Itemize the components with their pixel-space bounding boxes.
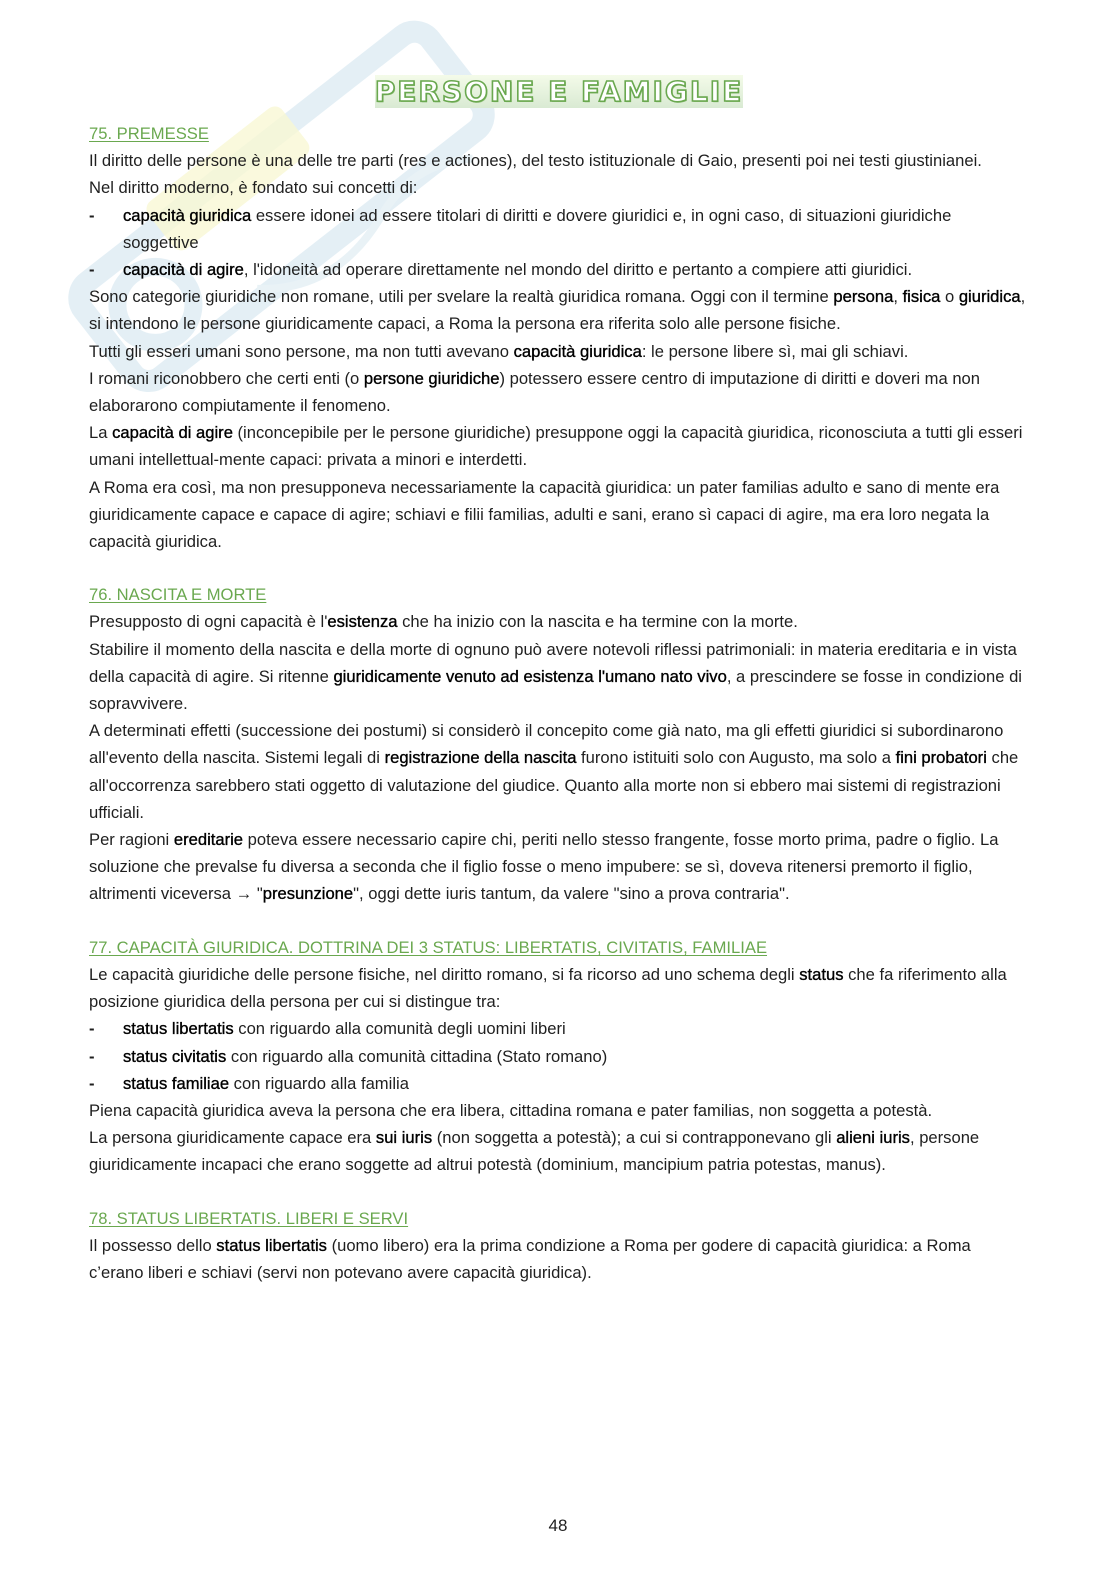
key-term: giuridicamente venuto ad esistenza l'umano nato vivo bbox=[333, 666, 727, 686]
paragraph: Il possesso dello status libertatis (uomo libero) era la prima condizione a Roma per godere di capacità giuridica: a Roma c’erano liberi e schiavi (servi non potevano avere capacità giuridica). bbox=[89, 1235, 971, 1282]
paragraph: Per ragioni ereditarie poteva essere necessario capire chi, periti nello stesso frangente, fosse morto prima, padre o figlio. La soluzione che prevalse fu diversa a seconda che il figlio fosse o meno impubere: se sì, doveva ritenersi premorto il figlio, altrimenti viceversa → "presunzione", oggi dette iuris tantum, da valere "sino a prova contraria". bbox=[89, 830, 999, 904]
page-title bbox=[89, 75, 1029, 118]
section-heading: 76. NASCITA E MORTE bbox=[89, 585, 267, 605]
paragraph: La capacità di agire (inconcepibile per le persone giuridiche) presuppone oggi la capacità giuridica, riconosciuta a tutti gli esseri umani intellettual-mente capaci: privata a minori e interdetti. bbox=[89, 423, 1023, 470]
list-item: - status familiae con riguardo alla familia bbox=[89, 1073, 409, 1093]
item-text: con riguardo alla familia bbox=[229, 1073, 409, 1093]
paragraph: Presupposto di ogni capacità è l'esistenza che ha inizio con la nascita e ha termine con la morte. bbox=[89, 612, 798, 632]
key-term: alieni iuris bbox=[836, 1128, 910, 1148]
paragraph: Tutti gli esseri umani sono persone, ma non tutti avevano capacità giuridica: le persone libere sì, mai gli schiavi. bbox=[89, 341, 909, 361]
section-heading: 78. STATUS LIBERTATIS. LIBERI E SERVI bbox=[89, 1208, 409, 1228]
paragraph: Nel diritto moderno, è fondato sui concetti di: bbox=[89, 178, 418, 198]
item-text: con riguardo alla comunità degli uomini liberi bbox=[233, 1019, 566, 1039]
paragraph: La persona giuridicamente capace era sui iuris (non soggetta a potestà); a cui si contrapponevano gli alieni iuris, persone giuridicamente incapaci che erano soggette ad altrui potestà (dominium, mancipium patria potestas, manus). bbox=[89, 1128, 980, 1175]
paragraph: Le capacità giuridiche delle persone fisiche, nel diritto romano, si fa ricorso ad uno schema degli status che fa riferimento alla posizione giuridica della persona per cui si distingue tra: bbox=[89, 964, 1007, 1012]
key-term: esistenza bbox=[327, 612, 398, 632]
paragraph: Piena capacità giuridica aveva la persona che era libera, cittadina romana e pater familias, non soggetta a potestà. bbox=[89, 1100, 933, 1120]
document-page bbox=[89, 75, 1029, 1286]
paragraph: Sono categorie giuridiche non romane, utili per svelare la realtà giuridica romana. Oggi con il termine persona, fisica o giuridica, si intendono le persone giuridicamente capaci, a Roma la persona era riferita solo alle persone fisiche. bbox=[89, 287, 1026, 334]
key-term: presunzione bbox=[262, 884, 354, 904]
key-term: status civitatis bbox=[123, 1046, 227, 1066]
paragraph: A determinati effetti (successione dei postumi) si considerò il concepito come già nato, ma gli effetti giuridici si subordinarono all'evento della nascita. Sistemi legali di registrazione della nascita furono istituiti solo con Augusto, ma solo a fini probatori che all'occorrenza sarebbero stati oggetto di valutazione del giudice. Quanto alla morte non si ebbero mai sistemi di registrazioni ufficiali. bbox=[89, 721, 1019, 822]
paragraph: A Roma era così, ma non presupponeva necessariamente la capacità giuridica: un pater familias adulto e sano di mente era giuridicamente capace e capace di agire; schiavi e filii familias, adulti e sani, erano sì capaci di agire, ma era loro negata la capacità giuridica. bbox=[89, 477, 1000, 552]
list-item: - status libertatis con riguardo alla comunità degli uomini liberi bbox=[89, 1019, 566, 1039]
key-term: persone giuridiche bbox=[363, 368, 500, 388]
bullet-list bbox=[89, 202, 1029, 284]
item-text: essere idonei ad essere titolari di diritti e dovere giuridici e, in ogni caso, di situazioni giuridiche soggettive bbox=[123, 205, 952, 252]
bullet-list bbox=[89, 1015, 1029, 1097]
paragraph: Stabilire il momento della nascita e della morte di ognuno può avere notevoli riflessi patrimoniali: in materia ereditaria e in vista della capacità di agire. Si ritenne giuridicamente venuto ad esistenza l'umano nato vivo, a prescindere se fosse in condizione di sopravvivere. bbox=[89, 639, 1022, 714]
key-term: capacità di agire bbox=[112, 423, 233, 443]
page-title-text: PERSONE E FAMIGLIE bbox=[374, 75, 744, 108]
section-heading: 77. CAPACITÀ GIURIDICA. DOTTRINA DEI 3 STATUS: LIBERTATIS, CIVITATIS, FAMILIAE bbox=[89, 937, 768, 957]
item-text: con riguardo alla comunità cittadina (Stato romano) bbox=[226, 1046, 608, 1066]
list-item: - capacità di agire, l'idoneità ad operare direttamente nel mondo del diritto e pertanto a compiere atti giuridici. bbox=[89, 260, 913, 280]
key-term: status libertatis bbox=[123, 1019, 234, 1039]
page-number: 48 bbox=[548, 1516, 568, 1535]
list-item: - status civitatis con riguardo alla comunità cittadina (Stato romano) bbox=[89, 1046, 608, 1066]
key-term: capacità giuridica bbox=[123, 205, 252, 225]
key-term: fisica bbox=[902, 287, 941, 307]
key-term: giuridica bbox=[958, 287, 1021, 307]
key-term: capacità giuridica bbox=[513, 341, 642, 361]
key-term: capacità di agire bbox=[123, 260, 244, 280]
key-term: ereditarie bbox=[173, 830, 244, 850]
key-term: fini probatori bbox=[895, 748, 987, 768]
list-item: - capacità giuridica essere idonei ad essere titolari di diritti e dovere giuridici e, in ogni caso, di situazioni giuridiche soggettive bbox=[89, 205, 952, 252]
key-term: sui iuris bbox=[375, 1128, 433, 1148]
key-term: persona bbox=[833, 287, 894, 307]
key-term: status libertatis bbox=[216, 1235, 327, 1255]
key-term: registrazione della nascita bbox=[384, 748, 577, 768]
item-text: , l'idoneità ad operare direttamente nel mondo del diritto e pertanto a compiere atti giuridici. bbox=[243, 260, 913, 280]
paragraph: I romani riconobbero che certi enti (o persone giuridiche) potessero essere centro di imputazione di diritti e doveri ma non elaborarono compiutamente il fenomeno. bbox=[89, 368, 981, 416]
key-term: status bbox=[799, 964, 844, 984]
key-term: status familiae bbox=[123, 1073, 230, 1093]
paragraph: Il diritto delle persone è una delle tre parti (res e actiones), del testo istituzionale di Gaio, presenti poi nei testi giustinianei. bbox=[89, 151, 982, 171]
section-heading: 75. PREMESSE bbox=[89, 124, 209, 143]
